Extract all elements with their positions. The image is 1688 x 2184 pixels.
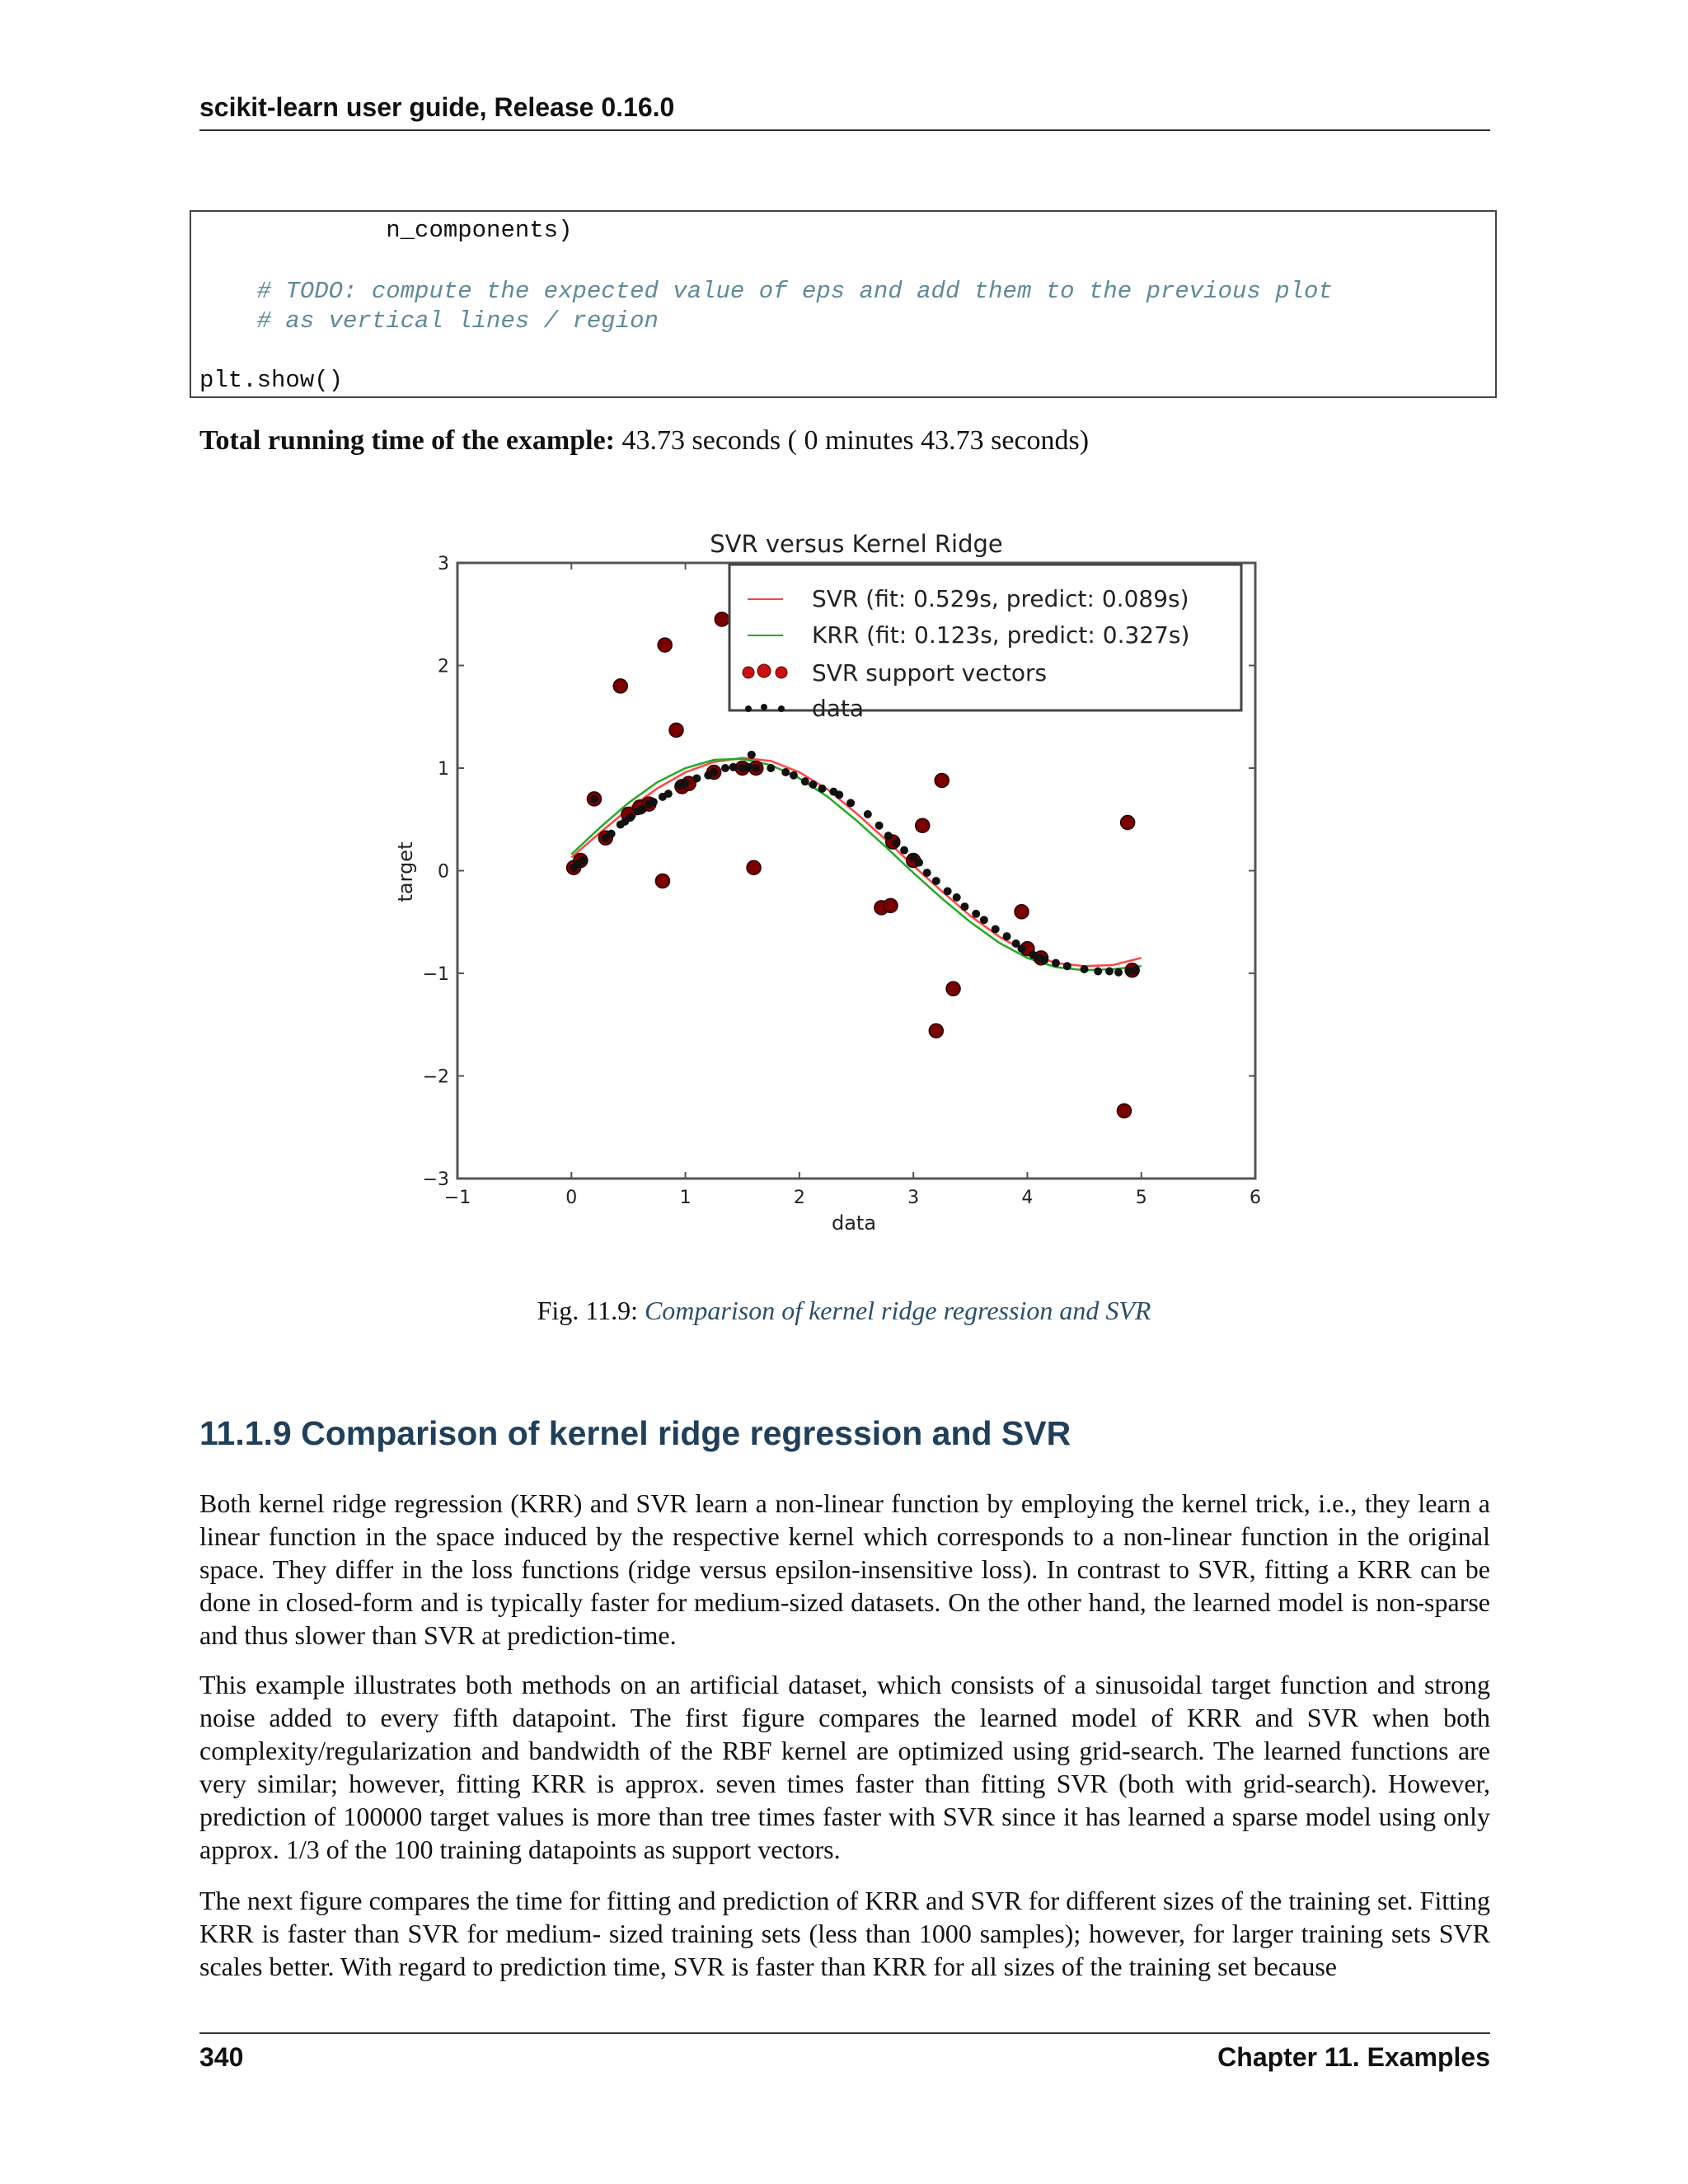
data-point bbox=[1040, 956, 1048, 964]
support-vector-point bbox=[669, 723, 683, 737]
data-point bbox=[1018, 944, 1026, 953]
data-point bbox=[729, 763, 738, 771]
legend-data-label: data bbox=[812, 695, 865, 722]
legend-support-marker bbox=[743, 667, 754, 678]
data-point bbox=[884, 832, 893, 840]
data-point bbox=[953, 893, 961, 902]
data-point bbox=[944, 887, 952, 895]
data-point bbox=[579, 856, 587, 865]
x-tick-label: −1 bbox=[443, 1188, 471, 1208]
data-point bbox=[992, 925, 1000, 933]
legend-krr-label: KRR (fit: 0.123s, predict: 0.327s) bbox=[812, 621, 1190, 649]
x-axis-label: data bbox=[831, 1212, 877, 1235]
legend-data-marker bbox=[778, 705, 785, 712]
y-tick-label: −1 bbox=[422, 964, 449, 985]
x-tick-label: 2 bbox=[793, 1188, 805, 1208]
data-point bbox=[1105, 968, 1114, 976]
code-comment-line: # TODO: compute the expected value of eps and add them to the previous plot bbox=[199, 278, 1333, 305]
data-point bbox=[692, 774, 701, 782]
x-tick-label: 0 bbox=[565, 1188, 578, 1208]
y-axis-label: target bbox=[394, 841, 417, 902]
data-point bbox=[590, 794, 598, 803]
x-tick-label: 3 bbox=[907, 1188, 920, 1208]
data-point bbox=[809, 780, 817, 789]
figure-caption bbox=[0, 1296, 1688, 1326]
data-point bbox=[915, 859, 923, 867]
chart-title: SVR versus Kernel Ridge bbox=[710, 530, 1003, 558]
svr-vs-krr-chart bbox=[379, 519, 1294, 1261]
figure-caption-prefix: Fig. 11.9: bbox=[537, 1296, 645, 1325]
data-point bbox=[960, 902, 968, 911]
x-tick-label: 5 bbox=[1135, 1188, 1147, 1208]
support-vector-point bbox=[935, 773, 949, 787]
data-point bbox=[980, 916, 988, 924]
data-point bbox=[972, 910, 980, 918]
data-point bbox=[1114, 968, 1123, 977]
data-point bbox=[923, 869, 931, 877]
figure bbox=[379, 519, 1294, 1265]
data-point bbox=[875, 822, 884, 830]
support-vector-point bbox=[916, 818, 930, 832]
support-vector-point bbox=[1121, 815, 1135, 829]
chapter-label: Chapter 11. Examples bbox=[1217, 2042, 1490, 2072]
data-point bbox=[790, 771, 798, 780]
running-time-label: Total running time of the example: bbox=[199, 425, 616, 456]
section-heading: 11.1.9 Comparison of kernel ridge regression and SVR bbox=[199, 1414, 1071, 1452]
figure-caption-link[interactable]: Comparison of kernel ridge regression and SVR bbox=[644, 1296, 1151, 1325]
data-point bbox=[1052, 959, 1060, 968]
legend bbox=[729, 565, 1241, 722]
data-point bbox=[1081, 965, 1089, 973]
support-vector-point bbox=[658, 638, 672, 652]
y-tick-label: 2 bbox=[438, 656, 449, 677]
data-point bbox=[664, 790, 673, 798]
code-line: plt.show() bbox=[199, 367, 344, 394]
support-vector-point bbox=[655, 874, 669, 888]
code-comment-line: # as vertical lines / region bbox=[199, 307, 659, 335]
page-footer bbox=[199, 2032, 1490, 2073]
legend-svr-label: SVR (fit: 0.529s, predict: 0.089s) bbox=[812, 585, 1189, 612]
code-block bbox=[190, 210, 1497, 398]
data-point bbox=[638, 805, 646, 813]
support-vector-point bbox=[929, 1024, 943, 1038]
data-point bbox=[801, 777, 809, 785]
support-vector-point bbox=[613, 679, 627, 693]
data-point bbox=[752, 764, 760, 772]
y-tick-label: 3 bbox=[438, 554, 449, 574]
data-point bbox=[781, 768, 790, 776]
y-tick-label: −2 bbox=[422, 1066, 449, 1088]
running-time-value: 43.73 seconds ( 0 minutes 43.73 seconds) bbox=[621, 425, 1090, 456]
y-tick-label: 1 bbox=[438, 759, 449, 780]
support-vector-point bbox=[1015, 905, 1029, 919]
paragraph-next-figure: The next figure compares the time for fitting and prediction of KRR and SVR for different sizes of the training set. Fitting KRR is faster than SVR for medium- sized training sets (less than 1000 samples); however, for larger training sets SVR scales better. With regard to prediction time, SVR is faster than KRR for all sizes of the training set because bbox=[199, 1886, 1490, 1981]
data-point bbox=[818, 785, 827, 793]
data-point bbox=[607, 830, 616, 838]
data-point bbox=[748, 751, 756, 759]
data-point bbox=[1063, 962, 1071, 970]
running-time bbox=[199, 425, 1089, 457]
paragraph-example: This example illustrates both methods on an artificial dataset, which consists of a sinusoidal target function and strong noise added to every fifth datapoint. The first figure compares the learned model of KRR and SVR when both complexity/regularization and bandwidth of the RBF kernel are optimized using grid-search. The learned functions are very similar; however, fitting KRR is approx. seven times faster than fitting SVR (both with grid-search). However, prediction of 100000 target values is more than tree times faster with SVR since it has learned a sparse model using only approx. 1/3 of the 100 training datapoints as support vectors. bbox=[199, 1670, 1490, 1864]
x-tick-label: 6 bbox=[1250, 1188, 1261, 1208]
data-point bbox=[1132, 966, 1140, 974]
legend-data-marker bbox=[761, 704, 767, 710]
legend-support-marker bbox=[757, 664, 771, 677]
y-tick-label: −3 bbox=[422, 1169, 449, 1190]
data-point bbox=[932, 877, 940, 885]
data-point bbox=[710, 768, 718, 776]
data-point bbox=[626, 813, 635, 822]
x-tick-label: 1 bbox=[679, 1188, 692, 1208]
data-point bbox=[1094, 968, 1102, 976]
code-line: n_components) bbox=[199, 217, 573, 244]
data-point bbox=[900, 846, 908, 855]
data-point bbox=[846, 799, 855, 807]
legend-support-label: SVR support vectors bbox=[812, 659, 1048, 687]
support-vector-point bbox=[946, 982, 960, 996]
support-vector-point bbox=[747, 860, 761, 874]
y-tick-label: 0 bbox=[438, 861, 449, 883]
legend-support-marker bbox=[776, 667, 787, 678]
legend-data-marker bbox=[745, 705, 752, 712]
data-point bbox=[864, 810, 872, 818]
data-point bbox=[892, 839, 900, 847]
data-point bbox=[649, 798, 658, 806]
data-point bbox=[744, 763, 753, 771]
data-point bbox=[682, 780, 690, 788]
data-point bbox=[767, 764, 775, 772]
support-vector-point bbox=[1117, 1104, 1131, 1118]
data-point bbox=[721, 764, 729, 772]
support-vector-point bbox=[715, 612, 729, 626]
support-vector-point bbox=[884, 898, 898, 912]
page-number: 340 bbox=[199, 2042, 244, 2072]
paragraph-intro: Both kernel ridge regression (KRR) and SVR learn a non-linear function by employing the kernel trick, i.e., they learn a linear function in the space induced by the respective kernel which corresponds to a non-linear function in the original space. They differ in the loss functions (ridge versus epsilon-insensitive loss). In contrast to SVR, fitting a KRR can be done in closed-form and is typically faster for medium-sized datasets. On the other hand, the learned model is non-sparse and thus slower than SVR at prediction-time. bbox=[199, 1488, 1490, 1650]
running-header: scikit-learn user guide, Release 0.16.0 bbox=[199, 92, 1490, 131]
data-point bbox=[835, 790, 843, 799]
data-point bbox=[1003, 932, 1011, 940]
x-tick-label: 4 bbox=[1021, 1188, 1034, 1208]
